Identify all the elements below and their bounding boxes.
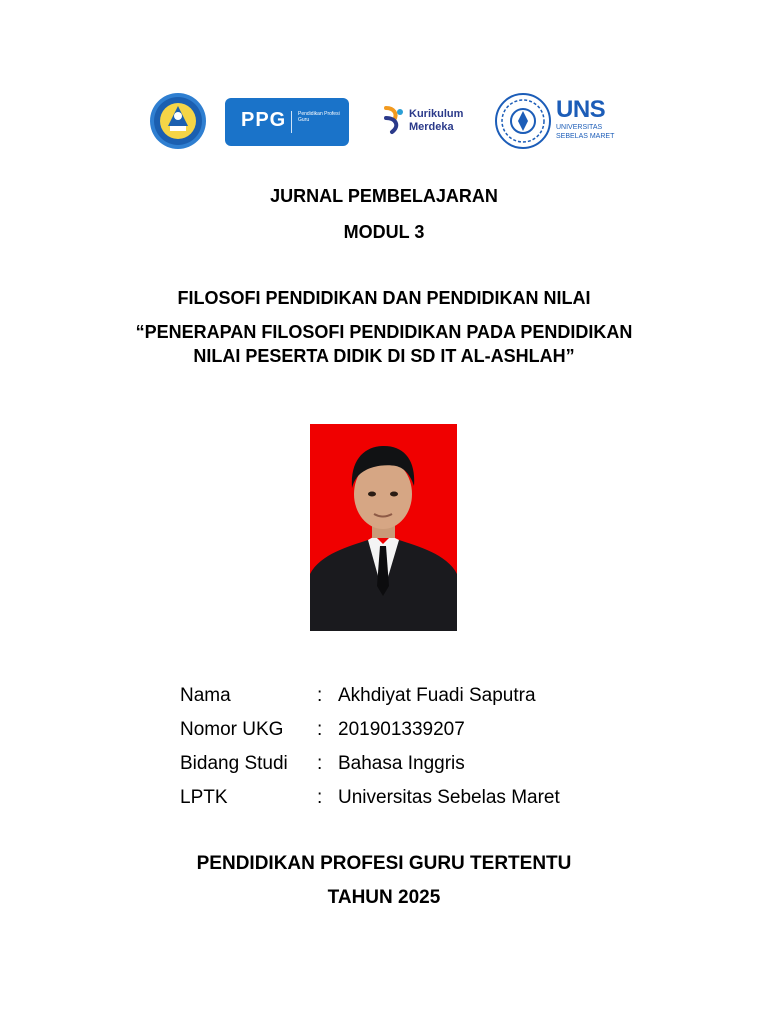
module-number: MODUL 3: [343, 222, 425, 242]
info-colon: :: [317, 719, 323, 740]
kurikulum-line: Kurikulum: [409, 108, 464, 120]
info-row-name: [180, 685, 600, 719]
info-label: Bidang Studi: [180, 753, 288, 774]
uns-emblem-icon: [494, 92, 552, 150]
info-label: Nama: [180, 685, 231, 706]
info-value: Bahasa Inggris: [338, 753, 465, 774]
info-value: Akhdiyat Fuadi Saputra: [338, 685, 536, 706]
ppg-logo-subtext: Pendidikan Profesi Guru: [298, 111, 340, 123]
info-colon: :: [317, 753, 323, 774]
uns-logo-text: UNS: [556, 96, 606, 123]
uns-sub-line1: UNIVERSITAS: [556, 124, 603, 131]
ppg-logo: [225, 98, 349, 146]
info-row-ukg-number: [180, 719, 600, 753]
merdeka-line: Merdeka: [409, 121, 454, 133]
logo-bar: [0, 92, 768, 152]
journal-topic-line1: “PENERAPAN FILOSOFI PENDIDIKAN PADA PENDIDIKAN: [135, 322, 633, 342]
info-colon: :: [317, 685, 323, 706]
program-name: PENDIDIKAN PROFESI GURU TERTENTU: [196, 853, 572, 874]
info-colon: :: [317, 787, 323, 808]
info-value: 201901339207: [338, 719, 465, 740]
portrait-photo: [310, 424, 457, 631]
journal-topic-line2: NILAI PESERTA DIDIK DI SD IT AL-ASHLAH”: [193, 346, 575, 366]
uns-logo: [494, 92, 624, 152]
program-year: TAHUN 2025: [327, 887, 441, 908]
info-value: Universitas Sebelas Maret: [338, 787, 560, 808]
document-title: JURNAL PEMBELAJARAN: [270, 186, 498, 206]
portrait-photo-icon: [310, 424, 457, 631]
info-label: LPTK: [180, 787, 228, 808]
course-subtitle: FILOSOFI PENDIDIKAN DAN PENDIDIKAN NILAI: [177, 288, 591, 308]
kurikulum-merdeka-icon: [382, 106, 406, 138]
ppg-divider: [291, 111, 292, 133]
kemendikbud-logo-icon: [148, 92, 208, 150]
participant-info: [180, 685, 600, 821]
ppg-logo-text: PPG: [241, 109, 287, 131]
uns-logo-subtext: [556, 123, 614, 141]
info-row-field-of-study: [180, 753, 600, 787]
uns-sub-line2: SEBELAS MARET: [556, 133, 615, 140]
kurikulum-merdeka-text: [409, 108, 463, 134]
kurikulum-merdeka-logo: [382, 104, 474, 144]
info-label: Nomor UKG: [180, 719, 284, 740]
info-row-lptk: [180, 787, 600, 821]
